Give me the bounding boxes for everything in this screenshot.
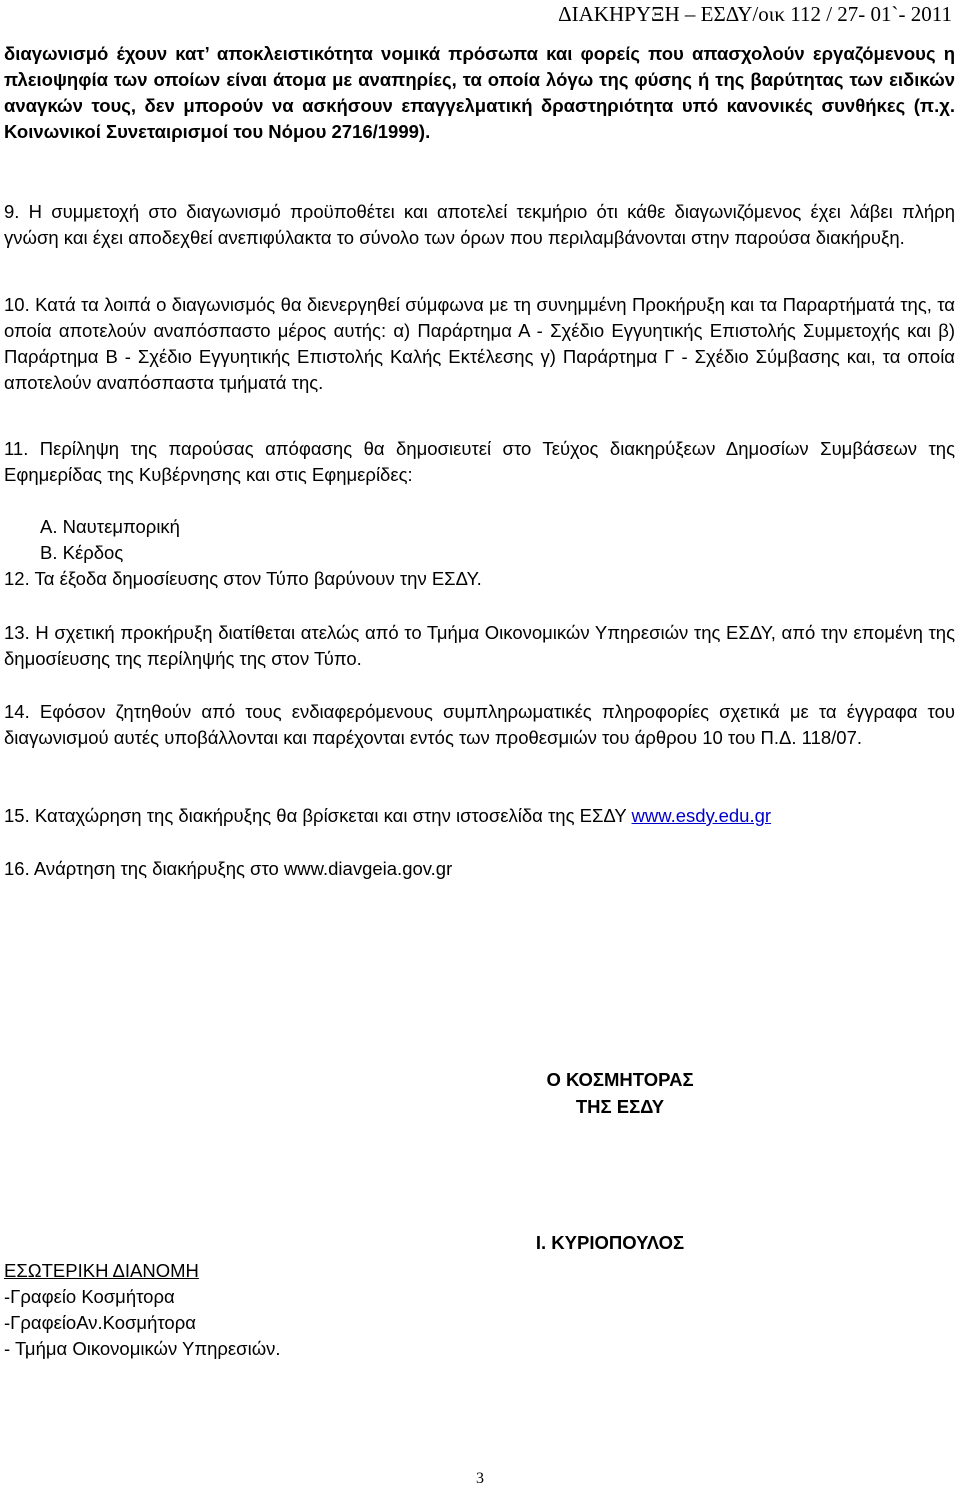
distribution-entry: -Γραφείο Κοσμήτορα (4, 1286, 175, 1307)
distribution-entry: - Τμήμα Οικονομικών Υπηρεσιών. (4, 1338, 281, 1359)
paragraph-16: 16. Ανάρτηση της διακήρυξης στο www.diavgeia.gov.gr (4, 858, 453, 879)
paragraph-12: 12. Τα έξοδα δημοσίευσης στον Τύπο βαρύνουν την ΕΣΔΥ. (4, 568, 482, 589)
distribution-heading: ΕΣΩΤΕΡΙΚΗ ΔΙΑΝΟΜΗ (4, 1260, 199, 1281)
paragraph-9: 9. Η συμμετοχή στο διαγωνισμό προϋποθέτει και αποτελεί τεκμήριο ότι κάθε διαγωνιζόμενος έχει λάβει πλήρη γνώση και έχει αποδεχθεί ανεπιφύλακτα το σύνολο των όρων που περιλαμβάνονται στην παρούσα διακήρυξη. (4, 201, 955, 248)
paragraph-14: 14. Εφόσον ζητηθούν από τους ενδιαφερόμενους συμπληρωματικές πληροφορίες σχετικά με τα έγγραφα του διαγωνισμού αυτές υποβάλλονται και παρέχονται εντός των προθεσμιών του άρθρου 10 του Π.Δ. 118/07. (4, 701, 955, 748)
paragraph-10: 10. Κατά τα λοιπά ο διαγωνισμός θα διενεργηθεί σύμφωνα με τη συνημμένη Προκήρυξη και τα Παραρτήματά της, τα οποία αποτελούν αναπόσπαστο μέρος αυτής: α) Παράρτημα Α - Σχέδιο Εγγυητικής Επιστολής Συμμετοχής και β) Παράρτημα Β - Σχέδιο Εγγυητικής Επιστολής Καλής Εκτέλεσης γ) Παράρτημα Γ - Σχέδιο Σύμβασης και, τα οποία αποτελούν αναπόσπαστα τμήματά της. (4, 294, 955, 393)
signature-title-line-1: Ο ΚΟΣΜΗΤΟΡΑΣ (546, 1069, 694, 1090)
signature-title-line-2: ΤΗΣ ΕΣΔΥ (575, 1096, 665, 1117)
paragraph-11: 11. Περίληψη της παρούσας απόφασης θα δημοσιευτεί στο Τεύχος διακηρύξεων Δημοσίων Συμβάσεων της Εφημερίδας της Κυβέρνησης και στις Εφημερίδες: (4, 438, 955, 485)
newspaper-b: Β. Κέρδος (40, 542, 124, 563)
paragraph-15-text: 15. Καταχώρηση της διακήρυξης θα βρίσκεται και στην ιστοσελίδα της ΕΣΔΥ (4, 805, 632, 826)
signature-title (480, 1066, 760, 1120)
esdy-website-link[interactable]: www.esdy.edu.gr (631, 805, 772, 826)
distribution-entry: -ΓραφείοΑν.Κοσμήτορα (4, 1312, 196, 1333)
intro-paragraph: διαγωνισμό έχουν κατ’ αποκλειστικότητα νομικά πρόσωπα και φορείς που απασχολούν εργαζόμενους η πλειοψηφία των οποίων είναι άτομα με αναπηρίες, τα οποία λόγω της φύσης ή της βαρύτητας των ειδικών αναγκών τους, δεν μπορούν να ασκήσουν επαγγελματική δραστηριότητα υπό κανονικές συνθήκες (π.χ. Κοινωνικοί Συνεταιρισμοί του Νόμου 2716/1999). (4, 43, 955, 142)
page-number: 3 (476, 1470, 484, 1487)
newspaper-a: Α. Ναυτεμπορική (40, 516, 180, 537)
document-header: ΔΙΑΚΗΡΥΞΗ – ΕΣΔΥ/οικ 112 / 27- 01`- 2011 (558, 2, 952, 26)
signatory-name: Ι. ΚΥΡΙΟΠΟΥΛΟΣ (535, 1232, 685, 1253)
paragraph-13: 13. Η σχετική προκήρυξη διατίθεται ατελώς από το Τμήμα Οικονομικών Υπηρεσιών της ΕΣΔΥ, από την επομένη της δημοσίευσης της περίληψής της στον Τύπο. (4, 622, 955, 669)
paragraph-15 (4, 803, 771, 829)
